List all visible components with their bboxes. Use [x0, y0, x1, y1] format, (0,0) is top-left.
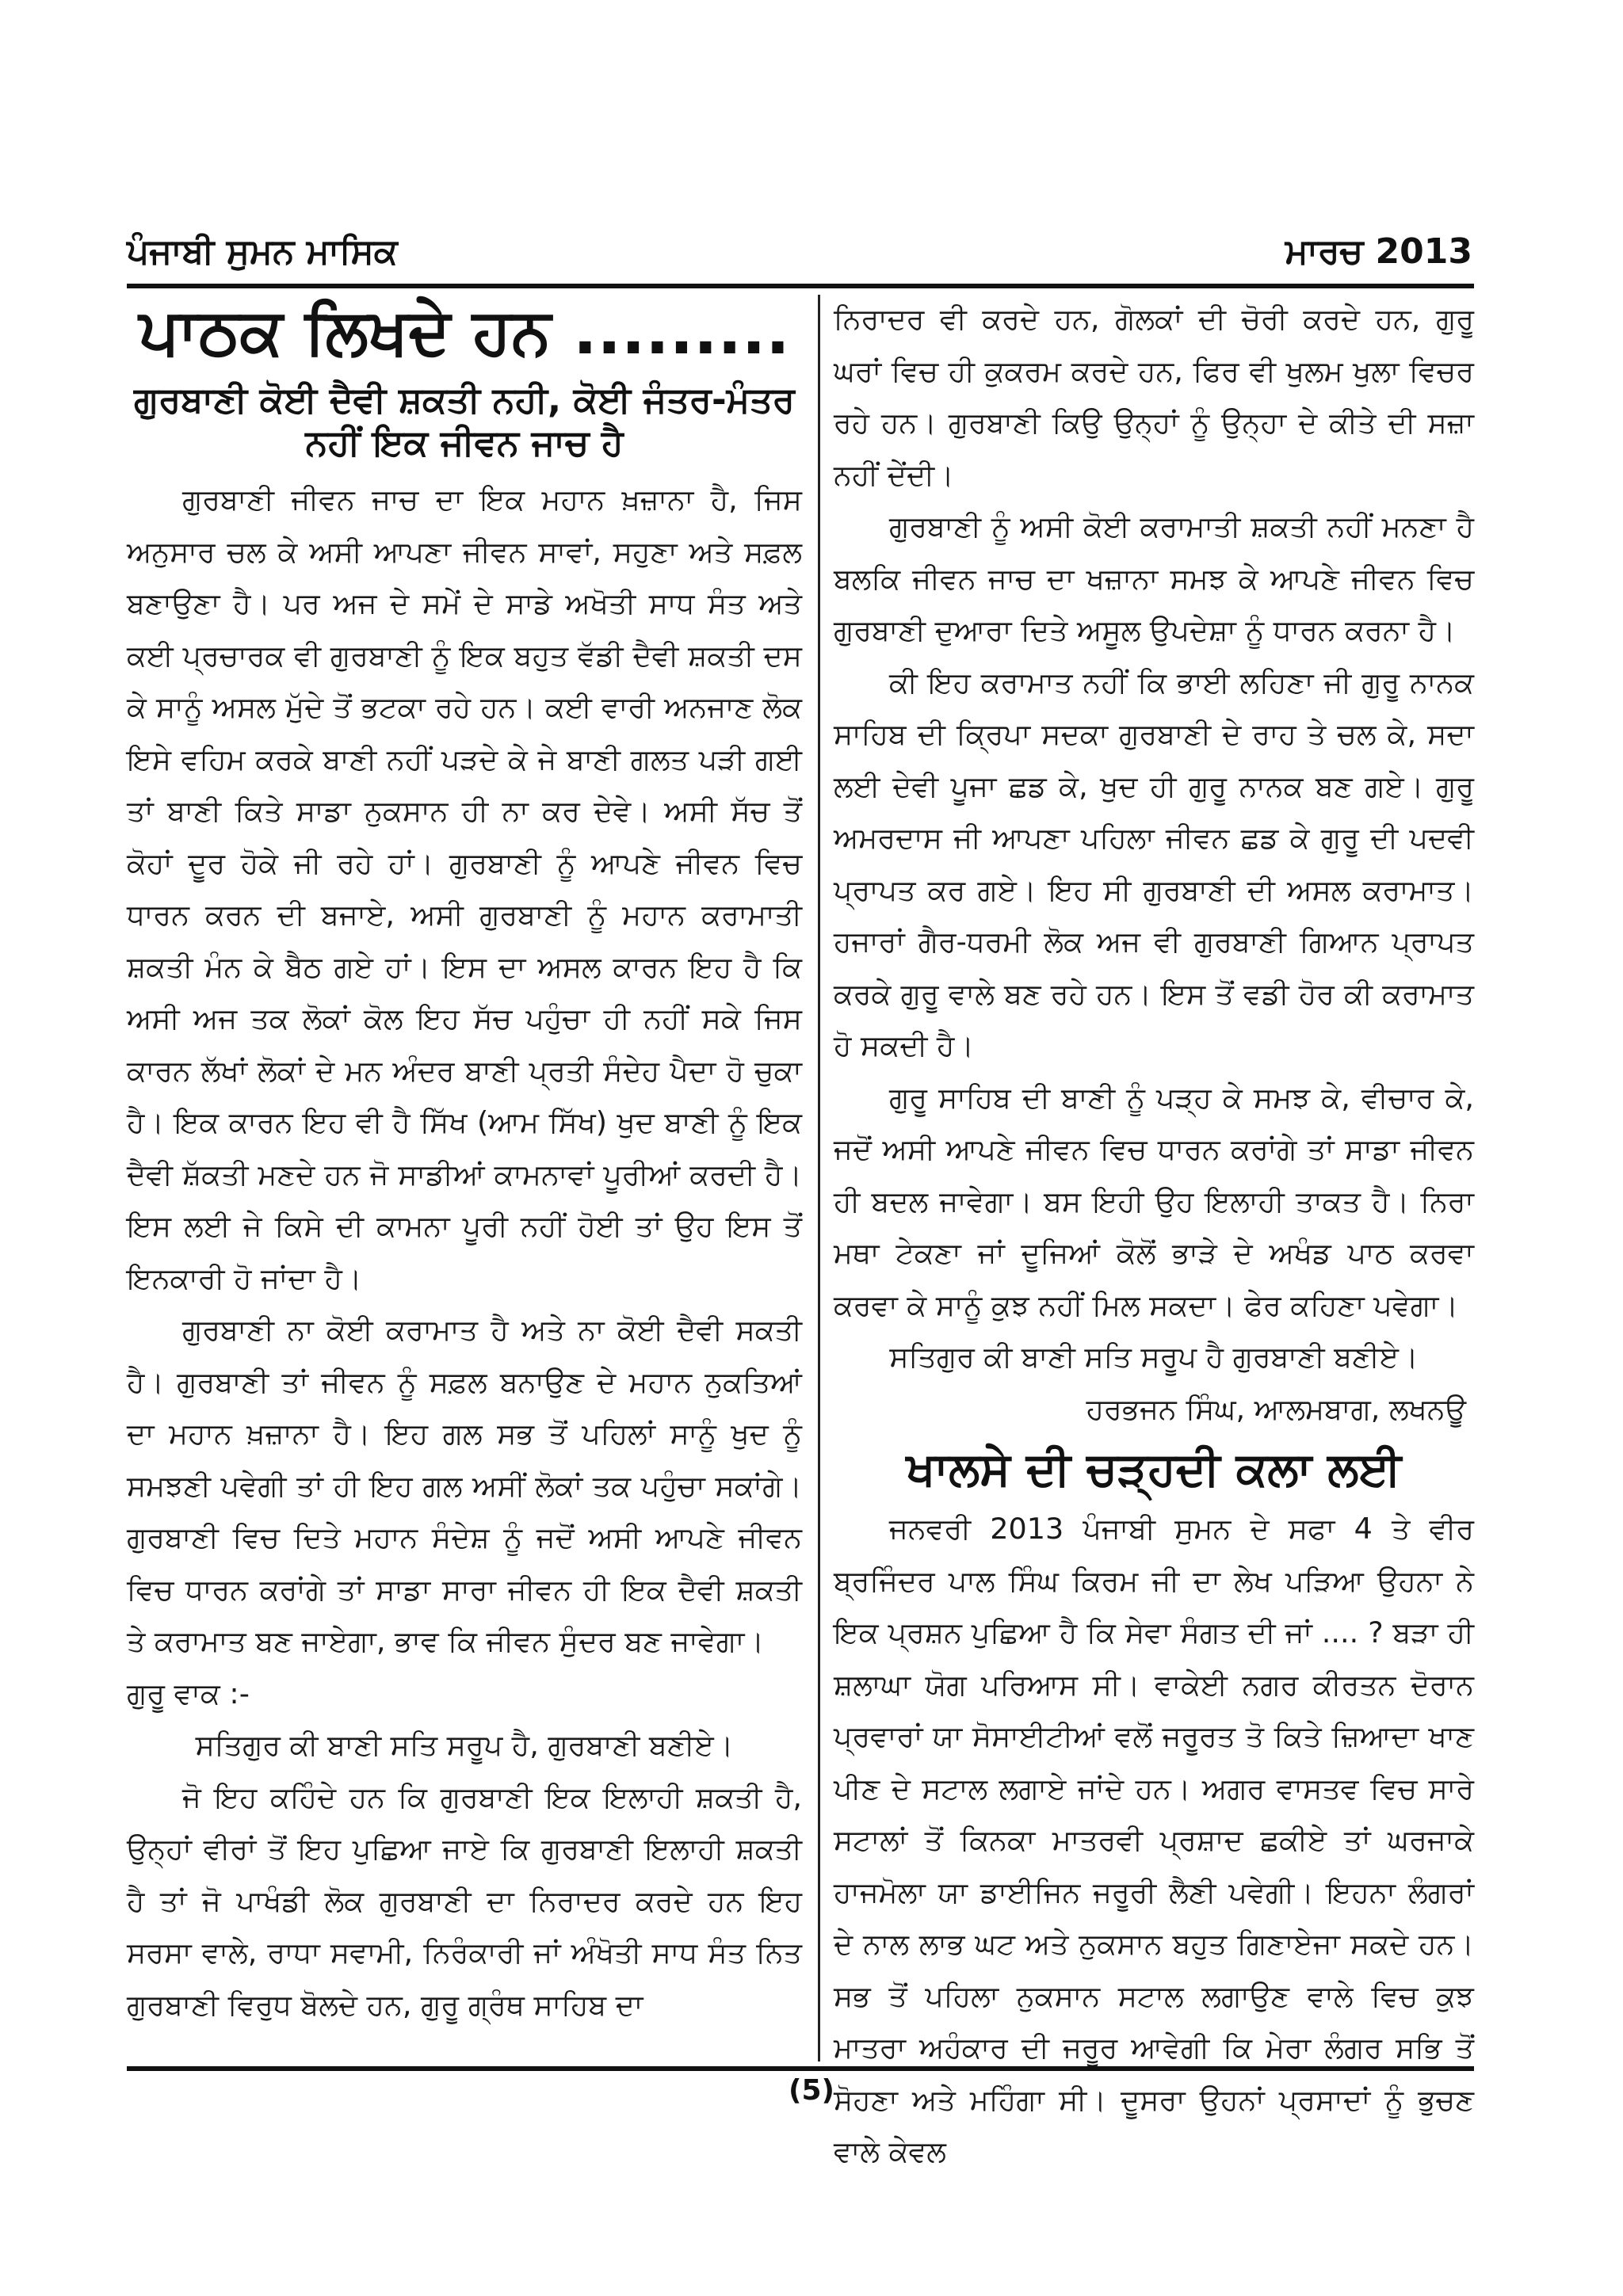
- article-title: ਗੁਰਬਾਣੀ ਕੋਈ ਦੈਵੀ ਸ਼ਕਤੀ ਨਹੀ, ਕੋਈ ਜੰਤਰ-ਮੰਤਰ ਨਹੀਂ ਇਕ ਜੀਵਨ ਜਾਚ ਹੈ: [134, 379, 795, 463]
- guru-vak-label: ਗੁਰੂ ਵਾਕ :-: [127, 1676, 250, 1711]
- article2-title: ਖਾਲਸੇ ਦੀ ਚੜ੍ਹਦੀ ਕਲਾ ਲਈ: [906, 1442, 1402, 1496]
- article-paragraph: ਗੁਰੂ ਸਾਹਿਬ ਦੀ ਬਾਣੀ ਨੂੰ ਪੜ੍ਹ ਕੇ ਸਮਝ ਕੇ, ਵੀਚਾਰ ਕੇ, ਜਦੋਂ ਅਸੀ ਆਪਣੇ ਜੀਵਨ ਵਿਚ ਧਾਰਨ ਕਰਾਂਗੇ ਤਾਂ ਸਾਡਾ ਜੀਵਨ ਹੀ ਬਦਲ ਜਾਵੇਗਾ। ਬਸ ਇਹੀ ਉਹ ਇਲਾਹੀ ਤਾਕਤ ਹੈ। ਨਿਰਾ ਮਥਾ ਟੇਕਣਾ ਜਾਂ ਦੂਜਿਆਂ ਕੋਲੋਂ ਭਾੜੇ ਦੇ ਅਖੰਡ ਪਾਠ ਕਰਵਾ ਕਰਵਾ ਕੇ ਸਾਨੂੰ ਕੁਝ ਨਹੀਂ ਮਿਲ ਸਕਦਾ। ਫੇਰ ਕਹਿਣਾ ਪਵੇਗਾ।: [834, 1080, 1474, 1322]
- publication-name: ਪੰਜਾਬੀ ਸੁਮਨ ਮਾਸਿਕ: [127, 231, 398, 272]
- section-heading: ਪਾਠਕ ਲਿਖਦੇ ਹਨ .........: [139, 295, 790, 368]
- author-signature: ਹਰਭਜਨ ਸਿੰਘ, ਆਲਮਬਾਗ, ਲਖਨਊ: [1086, 1391, 1466, 1426]
- scripture-quote: ਸਤਿਗੁਰ ਕੀ ਬਾਣੀ ਸਤਿ ਸਰੂਪ ਹੈ ਗੁਰਬਾਣੀ ਬਣੀਏ।: [889, 1340, 1419, 1374]
- article-paragraph: ਕੀ ਇਹ ਕਰਾਮਾਤ ਨਹੀਂ ਕਿ ਭਾਈ ਲਹਿਣਾ ਜੀ ਗੁਰੂ ਨਾਨਕ ਸਾਹਿਬ ਦੀ ਕ੍ਰਿਪਾ ਸਦਕਾ ਗੁਰਬਾਣੀ ਦੇ ਰਾਹ ਤੇ ਚਲ ਕੇ, ਸਦਾ ਲਈ ਦੇਵੀ ਪੂਜਾ ਛਡ ਕੇ, ਖੁਦ ਹੀ ਗੁਰੂ ਨਾਨਕ ਬਣ ਗਏ। ਗੁਰੂ ਅਮਰਦਾਸ ਜੀ ਆਪਣਾ ਪਹਿਲਾ ਜੀਵਨ ਛਡ ਕੇ ਗੁਰੂ ਦੀ ਪਦਵੀ ਪ੍ਰਾਪਤ ਕਰ ਗਏ। ਇਹ ਸੀ ਗੁਰਬਾਣੀ ਦੀ ਅਸਲ ਕਰਾਮਾਤ। ਹਜਾਰਾਂ ਗੈਰ-ਧਰਮੀ ਲੋਕ ਅਜ ਵੀ ਗੁਰਬਾਣੀ ਗਿਆਨ ਪ੍ਰਾਪਤ ਕਰਕੇ ਗੁਰੂ ਵਾਲੇ ਬਣ ਰਹੇ ਹਨ। ਇਸ ਤੋਂ ਵਡੀ ਹੋਰ ਕੀ ਕਰਾਮਾਤ ਹੋ ਸਕਦੀ ਹੈ।: [834, 665, 1474, 1062]
- article-paragraph: ਗੁਰਬਾਣੀ ਨੂੰ ਅਸੀ ਕੋਈ ਕਰਾਮਾਤੀ ਸ਼ਕਤੀ ਨਹੀਂ ਮਨਣਾ ਹੈ ਬਲਕਿ ਜੀਵਨ ਜਾਚ ਦਾ ਖਜ਼ਾਨਾ ਸਮਝ ਕੇ ਆਪਣੇ ਜੀਵਨ ਵਿਚ ਗੁਰਬਾਣੀ ਦੁਆਰਾ ਦਿਤੇ ਅਸੂਲ ਉਪਦੇਸ਼ਾ ਨੂੰ ਧਾਰਨ ਕਰਨਾ ਹੈ।: [834, 509, 1474, 647]
- article-paragraph: ਗੁਰਬਾਣੀ ਜੀਵਨ ਜਾਚ ਦਾ ਇਕ ਮਹਾਨ ਖ਼ਜ਼ਾਨਾ ਹੈ, ਜਿਸ ਅਨੁਸਾਰ ਚਲ ਕੇ ਅਸੀ ਆਪਣਾ ਜੀਵਨ ਸਾਵਾਂ, ਸਹੁਣਾ ਅਤੇ ਸਫ਼ਲ ਬਣਾਉਣਾ ਹੈ। ਪਰ ਅਜ ਦੇ ਸਮੇਂ ਦੇ ਸਾਡੇ ਅਖੋਤੀ ਸਾਧ ਸੰਤ ਅਤੇ ਕਈ ਪ੍ਰਚਾਰਕ ਵੀ ਗੁਰਬਾਣੀ ਨੂੰ ਇਕ ਬਹੁਤ ਵੱਡੀ ਦੈਵੀ ਸ਼ਕਤੀ ਦਸ ਕੇ ਸਾਨੂੰ ਅਸਲ ਮੁੱਦੇ ਤੋਂ ਭਟਕਾ ਰਹੇ ਹਨ। ਕਈ ਵਾਰੀ ਅਨਜਾਣ ਲੋਕ ਇਸੇ ਵਹਿਮ ਕਰਕੇ ਬਾਣੀ ਨਹੀਂ ਪੜਦੇ ਕੇ ਜੇ ਬਾਣੀ ਗਲਤ ਪੜੀ ਗਈ ਤਾਂ ਬਾਣੀ ਕਿਤੇ ਸਾਡਾ ਨੁਕਸਾਨ ਹੀ ਨਾ ਕਰ ਦੇਵੇ। ਅਸੀ ਸੱਚ ਤੋਂ ਕੋਹਾਂ ਦੂਰ ਹੋਕੇ ਜੀ ਰਹੇ ਹਾਂ। ਗੁਰਬਾਣੀ ਨੂੰ ਆਪਣੇ ਜੀਵਨ ਵਿਚ ਧਾਰਨ ਕਰਨ ਦੀ ਬਜਾਏ, ਅਸੀ ਗੁਰਬਾਣੀ ਨੂੰ ਮਹਾਨ ਕਰਾਮਾਤੀ ਸ਼ਕਤੀ ਮੰਨ ਕੇ ਬੈਠ ਗਏ ਹਾਂ। ਇਸ ਦਾ ਅਸਲ ਕਾਰਨ ਇਹ ਹੈ ਕਿ ਅਸੀ ਅਜ ਤਕ ਲੋਕਾਂ ਕੋਲ ਇਹ ਸੱਚ ਪਹੁੰਚਾ ਹੀ ਨਹੀਂ ਸਕੇ ਜਿਸ ਕਾਰਨ ਲੱਖਾਂ ਲੋਕਾਂ ਦੇ ਮਨ ਅੰਦਰ ਬਾਣੀ ਪ੍ਰਤੀ ਸੰਦੇਹ ਪੈਦਾ ਹੋ ਚੁਕਾ ਹੈ। ਇਕ ਕਾਰਨ ਇਹ ਵੀ ਹੈ ਸਿੱਖ (ਆਮ ਸਿੱਖ) ਖੁਦ ਬਾਣੀ ਨੂੰ ਇਕ ਦੈਵੀ ਸ਼ੱਕਤੀ ਮਣਦੇ ਹਨ ਜੋ ਸਾਡੀਆਂ ਕਾਮਨਾਵਾਂ ਪੂਰੀਆਂ ਕਰਦੀ ਹੈ। ਇਸ ਲਈ ਜੇ ਕਿਸੇ ਦੀ ਕਾਮਨਾ ਪੂਰੀ ਨਹੀਂ ਹੋਈ ਤਾਂ ਉਹ ਇਸ ਤੋਂ ਇਨਕਾਰੀ ਹੋ ਜਾਂਦਾ ਹੈ।: [127, 482, 802, 1295]
- article-paragraph: ਜੋ ਇਹ ਕਹਿੰਦੇ ਹਨ ਕਿ ਗੁਰਬਾਣੀ ਇਕ ਇਲਾਹੀ ਸ਼ਕਤੀ ਹੈ, ਉਨ੍ਹਾਂ ਵੀਰਾਂ ਤੋਂ ਇਹ ਪੁਛਿਆ ਜਾਏ ਕਿ ਗੁਰਬਾਣੀ ਇਲਾਹੀ ਸ਼ਕਤੀ ਹੈ ਤਾਂ ਜੋ ਪਾਖੰਡੀ ਲੋਕ ਗੁਰਬਾਣੀ ਦਾ ਨਿਰਾਦਰ ਕਰਦੇ ਹਨ ਇਹ ਸਰਸਾ ਵਾਲੇ, ਰਾਧਾ ਸਵਾਮੀ, ਨਿਰੰਕਾਰੀ ਜਾਂ ਅੰਖੋਤੀ ਸਾਧ ਸੰਤ ਨਿਤ ਗੁਰਬਾਣੀ ਵਿਰੁਧ ਬੋਲਦੇ ਹਨ, ਗੁਰੂ ਗ੍ਰੰਥ ਸਾਹਿਬ ਦਾ: [127, 1779, 802, 2022]
- article-paragraph: ਗੁਰਬਾਣੀ ਨਾ ਕੋਈ ਕਰਾਮਾਤ ਹੈ ਅਤੇ ਨਾ ਕੋਈ ਦੈਵੀ ਸਕਤੀ ਹੈ। ਗੁਰਬਾਣੀ ਤਾਂ ਜੀਵਨ ਨੂੰ ਸਫ਼ਲ ਬਨਾਉਣ ਦੇ ਮਹਾਨ ਨੁਕਤਿਆਂ ਦਾ ਮਹਾਨ ਖ਼ਜ਼ਾਨਾ ਹੈ। ਇਹ ਗਲ ਸਭ ਤੋਂ ਪਹਿਲਾਂ ਸਾਨੂੰ ਖੁਦ ਨੂੰ ਸਮਝਣੀ ਪਵੇਗੀ ਤਾਂ ਹੀ ਇਹ ਗਲ ਅਸੀਂ ਲੋਕਾਂ ਤਕ ਪਹੁੰਚਾ ਸਕਾਂਗੇ। ਗੁਰਬਾਣੀ ਵਿਚ ਦਿਤੇ ਮਹਾਨ ਸੰਦੇਸ਼ ਨੂੰ ਜਦੋਂ ਅਸੀ ਆਪਣੇ ਜੀਵਨ ਵਿਚ ਧਾਰਨ ਕਰਾਂਗੇ ਤਾਂ ਸਾਡਾ ਸਾਰਾ ਜੀਵਨ ਹੀ ਇਕ ਦੈਵੀ ਸ਼ਕਤੀ ਤੇ ਕਰਾਮਾਤ ਬਣ ਜਾਏਗਾ, ਭਾਵ ਕਿ ਜੀਵਨ ਸੁੰਦਰ ਬਣ ਜਾਵੇਗਾ।: [127, 1313, 802, 1658]
- footer-rule: [127, 2066, 1474, 2071]
- left-column: [127, 293, 802, 2031]
- article-paragraph-continued: ਨਿਰਾਦਰ ਵੀ ਕਰਦੇ ਹਨ, ਗੋਲਕਾਂ ਦੀ ਚੋਰੀ ਕਰਦੇ ਹਨ, ਗੁਰੂ ਘਰਾਂ ਵਿਚ ਹੀ ਕੁਕਰਮ ਕਰਦੇ ਹਨ, ਫਿਰ ਵੀ ਖੁਲਮ ਖੁਲਾ ਵਿਚਰ ਰਹੇ ਹਨ। ਗੁਰਬਾਣੀ ਕਿਉ ਉਨ੍ਹਾਂ ਨੂੰ ਉਨ੍ਹਾ ਦੇ ਕੀਤੇ ਦੀ ਸਜ਼ਾ ਨਹੀਂ ਦੇਂਦੀ।: [834, 302, 1474, 492]
- issue-date: ਮਾਰਚ 2013: [1285, 231, 1472, 272]
- scripture-quote: ਸਤਿਗੁਰ ਕੀ ਬਾਣੀ ਸਤਿ ਸਰੂਪ ਹੈ, ਗੁਰਬਾਣੀ ਬਣੀਏ।: [195, 1728, 734, 1762]
- right-column: [834, 293, 1474, 2178]
- header-rule: [127, 284, 1474, 288]
- article2-paragraph: ਜਨਵਰੀ 2013 ਪੰਜਾਬੀ ਸੁਮਨ ਦੇ ਸਫਾ 4 ਤੇ ਵੀਰ ਬ੍ਰਜਿੰਦਰ ਪਾਲ ਸਿੰਘ ਕਿਰਮ ਜੀ ਦਾ ਲੇਖ ਪੜਿਆ ਉਹਨਾ ਨੇ ਇਕ ਪ੍ਰਸ਼ਨ ਪੁਛਿਆ ਹੈ ਕਿ ਸੇਵਾ ਸੰਗਤ ਦੀ ਜਾਂ .... ? ਬੜਾ ਹੀ ਸ਼ਲਾਘਾ ਯੋਗ ਪਰਿਆਸ ਸੀ। ਵਾਕੇਈ ਨਗਰ ਕੀਰਤਨ ਦੋਰਾਨ ਪ੍ਰਵਾਰਾਂ ਯਾ ਸੋਸਾਈਟੀਆਂ ਵਲੋਂ ਜਰੂਰਤ ਤੋ ਕਿਤੇ ਜ਼ਿਆਦਾ ਖਾਣ ਪੀਣ ਦੇ ਸਟਾਲ ਲਗਾਏ ਜਾਂਦੇ ਹਨ। ਅਗਰ ਵਾਸਤਵ ਵਿਚ ਸਾਰੇ ਸਟਾਲਾਂ ਤੋਂ ਕਿਨਕਾ ਮਾਤਰਵੀ ਪ੍ਰਸ਼ਾਦ ਛਕੀਏ ਤਾਂ ਘਰਜਾਕੇ ਹਾਜਮੋਲਾ ਯਾ ਡਾਈਜਿਨ ਜਰੂਰੀ ਲੈਣੀ ਪਵੇਗੀ। ਇਹਨਾ ਲੰਗਰਾਂ ਦੇ ਨਾਲ ਲਾਭ ਘਟ ਅਤੇ ਨੁਕਸਾਨ ਬਹੁਤ ਗਿਣਾਏਜਾ ਸਕਦੇ ਹਨ। ਸਭ ਤੋਂ ਪਹਿਲਾ ਨੁਕਸਾਨ ਸਟਾਲ ਲਗਾਉਣ ਵਾਲੇ ਵਿਚ ਕੁਝ ਮਾਤਰਾ ਅਹੰਕਾਰ ਦੀ ਜਰੂਰ ਆਵੇਗੀ ਕਿ ਮੇਰਾ ਲੰਗਰ ਸਭਿ ਤੋਂ ਸੋਹਣਾ ਅਤੇ ਮਹਿੰਗਾ ਸੀ। ਦੂਸਰਾ ਉਹਨਾਂ ਪ੍ਰਸਾਦਾਂ ਨੂੰ ਭੁਚਣ ਵਾਲੇ ਕੇਵਲ: [834, 1512, 1474, 2168]
- page-number: (5): [789, 2074, 834, 2107]
- column-divider: [818, 295, 820, 2061]
